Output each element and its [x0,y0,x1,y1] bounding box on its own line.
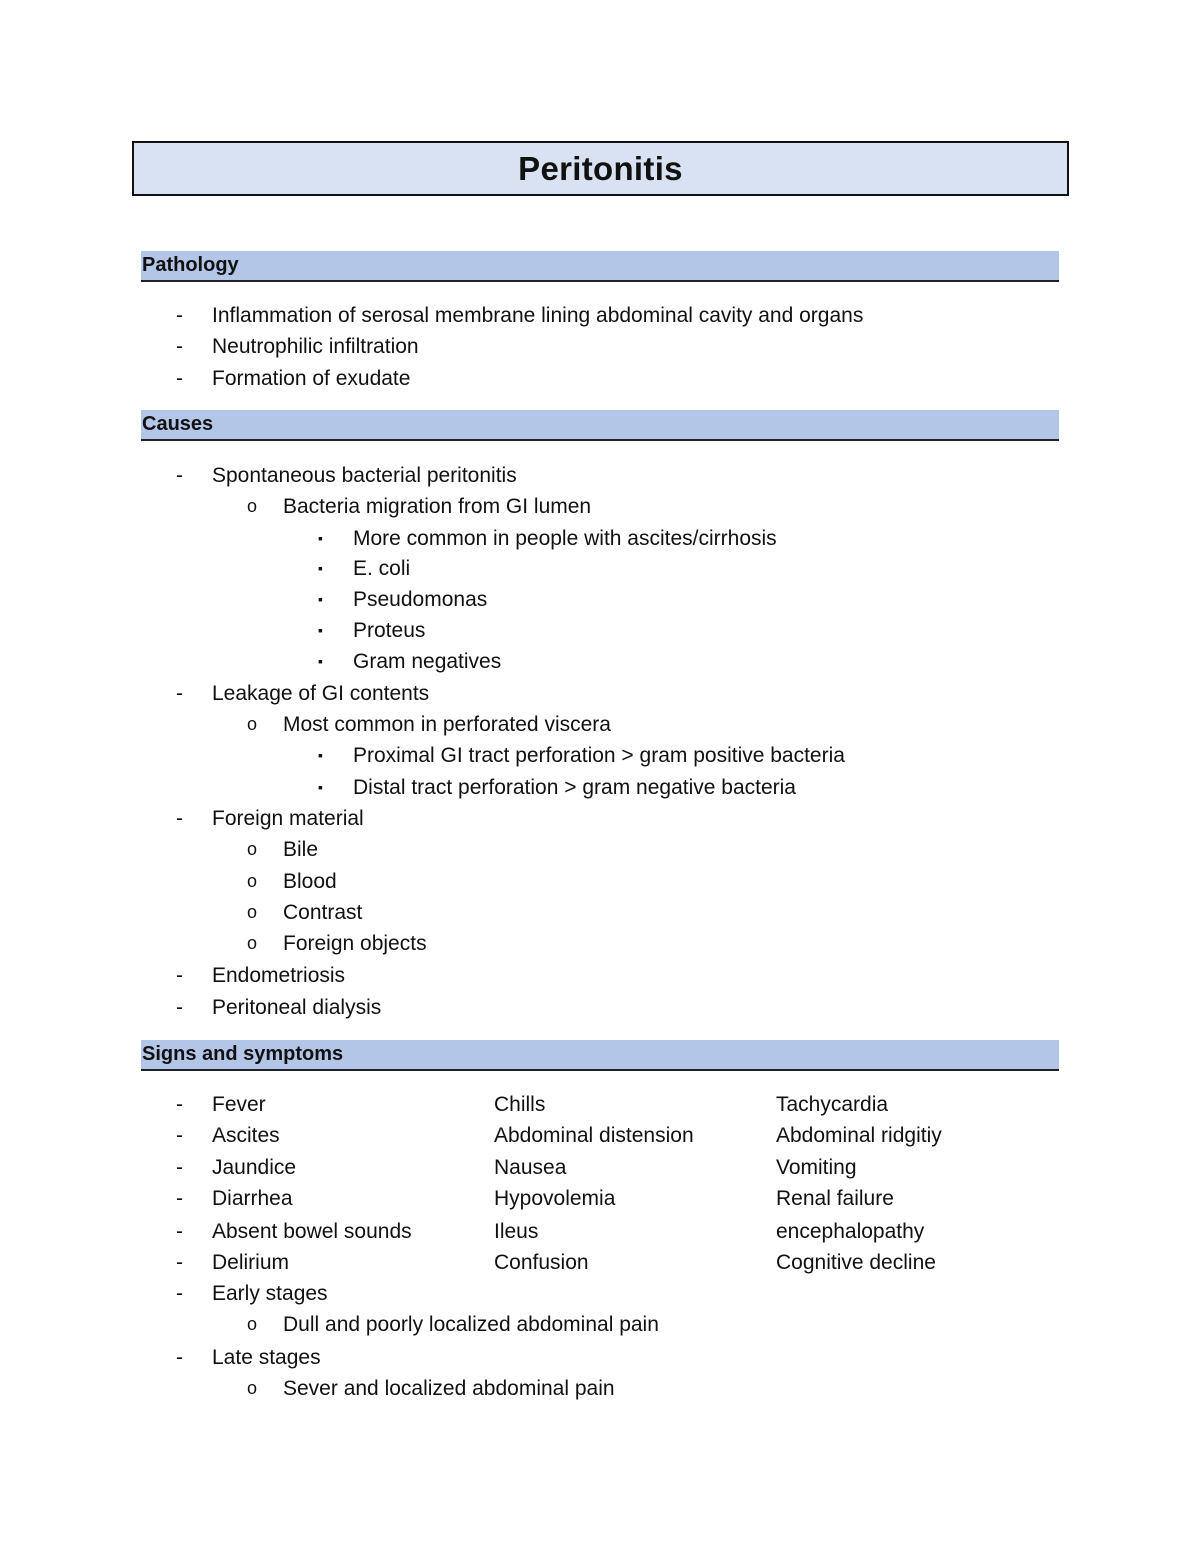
dash-bullet: - [176,1093,183,1116]
dash-bullet: - [176,1251,183,1274]
dash-bullet: - [176,1187,183,1210]
list-item-text: Pseudomonas [353,588,488,611]
circle-bullet: o [247,871,258,891]
symptom: Hypovolemia [494,1187,616,1210]
square-bullet: ▪ [318,530,323,546]
list-item-text: E. coli [353,557,411,580]
dash-bullet: - [176,1346,183,1369]
symptom: Cognitive decline [776,1251,936,1274]
dash-bullet: - [176,335,183,358]
circle-bullet: o [247,714,258,734]
list-item [0,803,1200,834]
page-title-box [132,141,1069,196]
circle-bullet: o [247,933,258,953]
symptom: Ileus [494,1220,539,1243]
symptom: Abdominal ridgitiy [776,1124,942,1147]
list-item-text: Blood [283,870,337,893]
list-item-text: Late stages [212,1346,321,1369]
list-item-text: Most common in perforated viscera [283,713,611,736]
list-item [0,646,1200,677]
list-item [0,491,1200,522]
circle-bullet: o [247,839,258,859]
list-item-text: Bacteria migration from GI lumen [283,495,592,518]
circle-bullet: o [247,1378,258,1398]
list-item [0,897,1200,928]
section-heading: Causes [142,413,214,435]
dash-bullet: - [176,1282,183,1305]
square-bullet: ▪ [318,779,323,795]
dash-bullet: - [176,464,183,487]
list-item-text: Endometriosis [212,964,346,987]
symptom: Nausea [494,1156,567,1179]
list-item-text: Proteus [353,619,426,642]
list-item-text: More common in people with ascites/cirrhosis [353,527,777,550]
dash-bullet: - [176,304,183,327]
square-bullet: ▪ [318,591,323,607]
list-item [0,1278,1200,1309]
table-row [0,1089,1200,1120]
table-row [0,1152,1200,1183]
symptom: Diarrhea [212,1187,293,1210]
list-item [0,928,1200,959]
list-item-text: Spontaneous bacterial peritonitis [212,464,517,487]
list-item [0,1309,1200,1340]
symptom: Abdominal distension [494,1124,694,1147]
list-item [0,300,1200,331]
table-row [0,1216,1200,1247]
symptom: Absent bowel sounds [212,1220,412,1243]
list-item [0,834,1200,865]
page-title: Peritonitis [518,149,683,187]
section-header-causes [141,410,1059,441]
symptom: Ascites [212,1124,280,1147]
symptom: Renal failure [776,1187,894,1210]
list-item-text: Peritoneal dialysis [212,996,382,1019]
list-item-text: Dull and poorly localized abdominal pain [283,1313,659,1336]
list-item [0,866,1200,897]
list-item [0,678,1200,709]
square-bullet: ▪ [318,622,323,638]
list-item-text: Distal tract perforation > gram negative bacteria [353,776,796,799]
dash-bullet: - [176,996,183,1019]
list-item [0,363,1200,394]
list-item [0,584,1200,615]
symptom: Jaundice [212,1156,297,1179]
list-item-text: Neutrophilic infiltration [212,335,419,358]
symptom: Fever [212,1093,266,1116]
dash-bullet: - [176,1220,183,1243]
list-item-text: Leakage of GI contents [212,682,430,705]
table-row [0,1183,1200,1214]
circle-bullet: o [247,496,258,516]
dash-bullet: - [176,964,183,987]
square-bullet: ▪ [318,560,323,576]
list-item [0,523,1200,554]
section-heading: Signs and symptoms [142,1043,344,1065]
list-item-text: Formation of exudate [212,367,411,390]
section-heading: Pathology [142,254,239,276]
circle-bullet: o [247,1314,258,1334]
list-item-text: Gram negatives [353,650,502,673]
list-item [0,709,1200,740]
list-item [0,1342,1200,1373]
section-header-signs [141,1040,1059,1071]
list-item-text: Foreign objects [283,932,427,955]
list-item [0,331,1200,362]
table-row [0,1120,1200,1151]
table-row [0,1247,1200,1278]
list-item-text: Proximal GI tract perforation > gram positive bacteria [353,744,845,767]
symptom: Confusion [494,1251,589,1274]
list-item [0,460,1200,491]
dash-bullet: - [176,367,183,390]
list-item-text: Inflammation of serosal membrane lining abdominal cavity and organs [212,304,864,327]
circle-bullet: o [247,902,258,922]
list-item [0,960,1200,991]
symptom: Vomiting [776,1156,857,1179]
list-item-text: Foreign material [212,807,364,830]
list-item-text: Contrast [283,901,363,924]
list-item [0,1373,1200,1404]
list-item-text: Early stages [212,1282,328,1305]
list-item [0,553,1200,584]
list-item [0,615,1200,646]
dash-bullet: - [176,1124,183,1147]
square-bullet: ▪ [318,747,323,763]
dash-bullet: - [176,682,183,705]
dash-bullet: - [176,1156,183,1179]
square-bullet: ▪ [318,653,323,669]
symptom: encephalopathy [776,1220,925,1243]
list-item [0,992,1200,1023]
list-item [0,740,1200,771]
list-item-text: Bile [283,838,319,861]
symptom: Delirium [212,1251,290,1274]
symptom: Chills [494,1093,546,1116]
list-item [0,772,1200,803]
list-item-text: Sever and localized abdominal pain [283,1377,615,1400]
symptom: Tachycardia [776,1093,889,1116]
dash-bullet: - [176,807,183,830]
section-header-pathology [141,251,1059,282]
